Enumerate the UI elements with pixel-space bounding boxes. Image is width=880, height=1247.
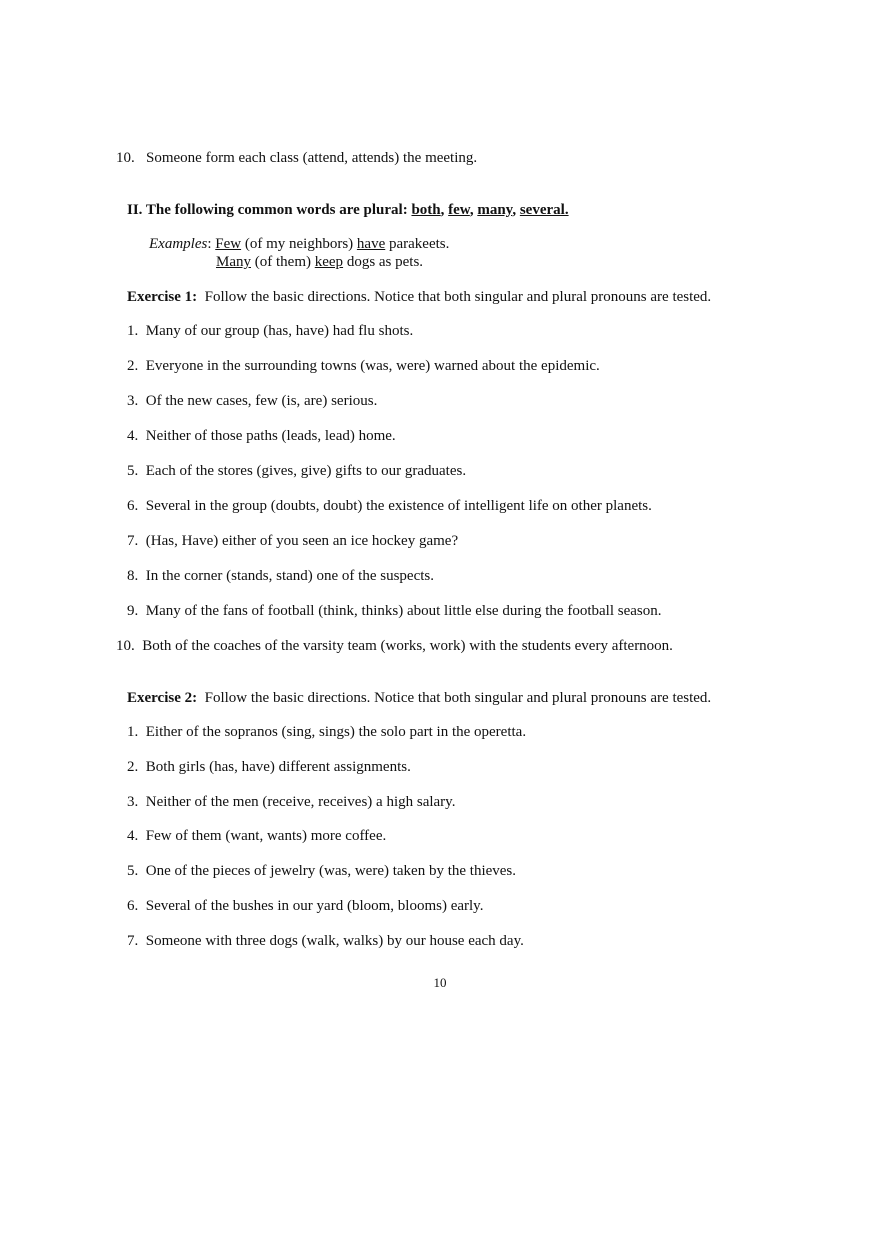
example-subject: Few [215, 236, 242, 252]
example-line-1 [149, 235, 449, 253]
item-text: (Has, Have) either of you seen an ice hockey game? [145, 533, 459, 549]
item-text: Both girls (has, have) different assignments. [145, 759, 411, 775]
item-text: In the corner (stands, stand) one of the suspects. [145, 568, 435, 584]
list-item [127, 567, 434, 585]
list-item [127, 827, 386, 845]
list-item [127, 723, 526, 741]
list-item [127, 602, 661, 620]
item-text: Each of the stores (gives, give) gifts to our graduates. [145, 463, 467, 479]
page-number: 10 [433, 975, 447, 990]
plural-word-many: many [477, 202, 513, 218]
item-number: 1. [127, 323, 139, 339]
list-item [127, 462, 466, 480]
item-text: Everyone in the surrounding towns (was, were) warned about the epidemic. [145, 358, 600, 374]
item-number: 9. [127, 603, 139, 619]
exercise-directions: Follow the basic directions. Notice that both singular and plural pronouns are tested. [204, 690, 712, 706]
list-item [127, 392, 377, 410]
item-text: Many of our group (has, have) had flu shots. [145, 323, 414, 339]
example-line-2 [216, 253, 423, 271]
example-phrase: (of my neighbors) [241, 236, 357, 252]
list-item [127, 497, 652, 515]
plural-word-several: several. [519, 202, 569, 218]
list-item [127, 322, 413, 340]
item-text: Neither of those paths (leads, lead) home. [145, 428, 396, 444]
item-number: 4. [127, 828, 139, 844]
word-separator: , [469, 202, 478, 218]
item-text: Of the new cases, few (is, are) serious. [145, 393, 378, 409]
plural-word-both: both [411, 202, 441, 218]
example-subject: Many [216, 254, 251, 270]
item-text: Several of the bushes in our yard (bloom, blooms) early. [145, 898, 484, 914]
examples-colon: : [207, 236, 216, 252]
list-item [116, 637, 673, 655]
section-heading-prefix: II. The following common words are plural: [127, 202, 412, 218]
item-number: 5. [127, 863, 139, 879]
item-text: Either of the sopranos (sing, sings) the solo part in the operetta. [145, 724, 527, 740]
item-number: 10. [116, 150, 135, 166]
word-separator: , [512, 202, 520, 218]
list-item [127, 357, 600, 375]
item-number: 2. [127, 358, 139, 374]
item-text: One of the pieces of jewelry (was, were) taken by the thieves. [145, 863, 517, 879]
exercise-title: Exercise 2: [127, 690, 198, 706]
item-number: 4. [127, 428, 139, 444]
item-text: Both of the coaches of the varsity team (works, work) with the students every afternoon. [142, 638, 673, 654]
exercise-title: Exercise 1: [127, 289, 198, 305]
item-text: Someone with three dogs (walk, walks) by our house each day. [145, 933, 524, 949]
item-number: 6. [127, 898, 139, 914]
item-number: 5. [127, 463, 139, 479]
list-item [127, 897, 483, 915]
list-item [127, 793, 455, 811]
item-number: 3. [127, 794, 139, 810]
item-number: 8. [127, 568, 139, 584]
word-separator: , [440, 202, 449, 218]
item-number: 6. [127, 498, 139, 514]
exercise-2-header [127, 689, 711, 707]
example-tail: dogs as pets. [343, 254, 424, 270]
section-heading [127, 201, 569, 219]
example-verb: keep [314, 254, 344, 270]
exercise-1-header [127, 288, 711, 306]
plural-word-few: few [448, 202, 470, 218]
examples-label: Examples [149, 236, 208, 252]
list-item [127, 532, 458, 550]
list-item [127, 427, 396, 445]
carryover-item [116, 149, 477, 167]
item-text: Several in the group (doubts, doubt) the existence of intelligent life on other planets. [145, 498, 652, 514]
item-number: 7. [127, 533, 139, 549]
example-phrase: (of them) [251, 254, 315, 270]
list-item [127, 758, 411, 776]
list-item [127, 932, 524, 950]
example-verb: have [356, 236, 386, 252]
item-number: 2. [127, 759, 139, 775]
item-number: 7. [127, 933, 139, 949]
item-number: 10. [116, 638, 135, 654]
item-text: Someone form each class (attend, attends) the meeting. [146, 150, 478, 166]
item-number: 3. [127, 393, 139, 409]
exercise-directions: Follow the basic directions. Notice that both singular and plural pronouns are tested. [204, 289, 712, 305]
item-text: Few of them (want, wants) more coffee. [145, 828, 387, 844]
item-number: 1. [127, 724, 139, 740]
item-text: Neither of the men (receive, receives) a high salary. [145, 794, 456, 810]
list-item [127, 862, 516, 880]
example-tail: parakeets. [385, 236, 450, 252]
item-text: Many of the fans of football (think, thinks) about little else during the football season. [145, 603, 662, 619]
